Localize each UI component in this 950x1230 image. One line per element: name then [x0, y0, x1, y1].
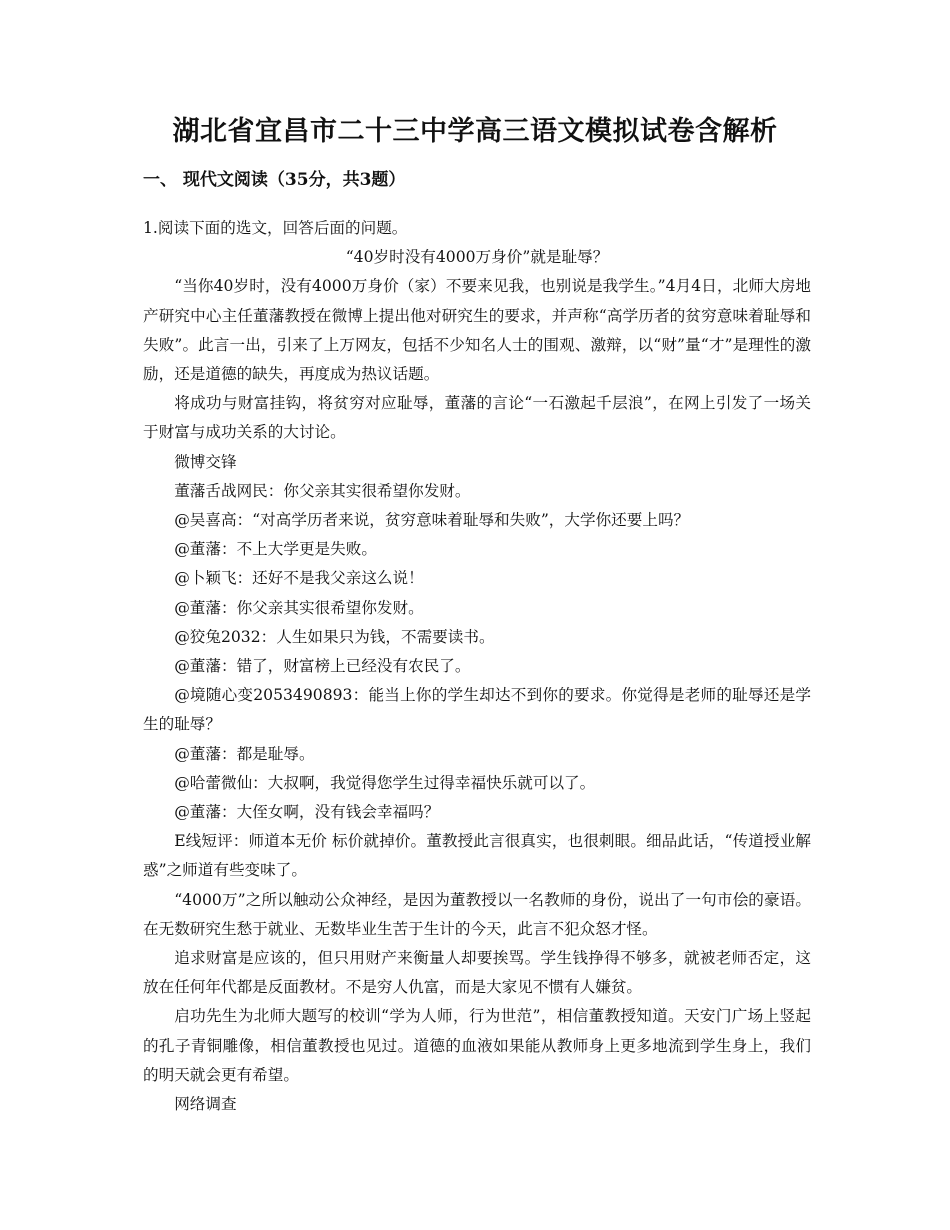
paragraph: E线短评：师道本无价 标价就掉价。董教授此言很真实，也很刺眼。细品此话，“传道授业解惑”之师道有些变味了。: [143, 832, 811, 880]
weibo-post: @哈蕾微仙：大叔啊，我觉得您学生过得幸福快乐就可以了。: [174, 773, 596, 792]
document-title: 湖北省宜昌市二十三中学高三语文模拟试卷含解析: [172, 116, 778, 147]
article-title: “40岁时没有4000万身价”就是耻辱？: [345, 248, 609, 267]
paragraph: 追求财富是应该的，但只用财产来衡量人却要挨骂。学生钱挣得不够多，就被老师否定，这放在任何年代都是反面教材。不是穷人仇富，而是大家见不惯有人嫌贫。: [143, 949, 811, 997]
subheading: 网络调查: [174, 1095, 237, 1114]
weibo-post: @吴喜高：“对高学历者来说，贫穷意味着耻辱和失败”，大学你还要上吗？: [174, 511, 690, 530]
weibo-post: @董藩：你父亲其实很希望你发财。: [174, 598, 424, 617]
paragraph: “当你40岁时，没有4000万身价（家）不要来见我，也别说是我学生。”4月4日，北师大房地产研究中心主任董藩教授在微博上提出他对研究生的要求，并声称“高学历者的贫穷意味着耻辱和失败”。此言一出，引来了上万网友，包括不少知名人士的围观、激辩，以“财”量“才”是理性的激励，还是道德的缺失，再度成为热议话题。: [143, 277, 811, 384]
weibo-post: @董藩：都是耻辱。: [174, 744, 315, 763]
weibo-post: @境随心变2053490893：能当上你的学生却达不到你的要求。你觉得是老师的耻辱还是学生的耻辱？: [143, 686, 811, 734]
paragraph: “4000万”之所以触动公众神经，是因为董教授以一名教师的身份，说出了一句市侩的豪语。在无数研究生愁于就业、无数毕业生苦于生计的今天，此言不犯众怒才怪。: [143, 890, 811, 938]
weibo-post: @董藩：大侄女啊，没有钱会幸福吗？: [174, 803, 440, 822]
section-heading: 一、 现代文阅读（35分，共3题）: [143, 170, 406, 190]
document-body: [143, 214, 811, 1119]
weibo-post: @董藩：不上大学更是失败。: [174, 540, 377, 559]
weibo-post: @卜颖飞：还好不是我父亲这么说！: [174, 569, 424, 588]
paragraph: 将成功与财富挂钩，将贫穷对应耻辱，董藩的言论“一石激起千层浪”，在网上引发了一场关于财富与成功关系的大讨论。: [143, 394, 811, 442]
question-stem: 1.阅读下面的选文，回答后面的问题。: [143, 219, 408, 237]
paragraph: 董藩舌战网民：你父亲其实很希望你发财。: [174, 481, 471, 500]
weibo-post: @狡兔2032：人生如果只为钱，不需要读书。: [174, 627, 495, 646]
subheading: 微博交锋: [174, 452, 237, 471]
weibo-post: @董藩：错了，财富榜上已经没有农民了。: [174, 657, 471, 676]
paragraph: 启功先生为北师大题写的校训“学为人师，行为世范”，相信董教授知道。天安门广场上竖起的孔子青铜雕像，相信董教授也见过。道德的血液如果能从教师身上更多地流到学生身上，我们的明天就会更有希望。: [143, 1007, 811, 1084]
